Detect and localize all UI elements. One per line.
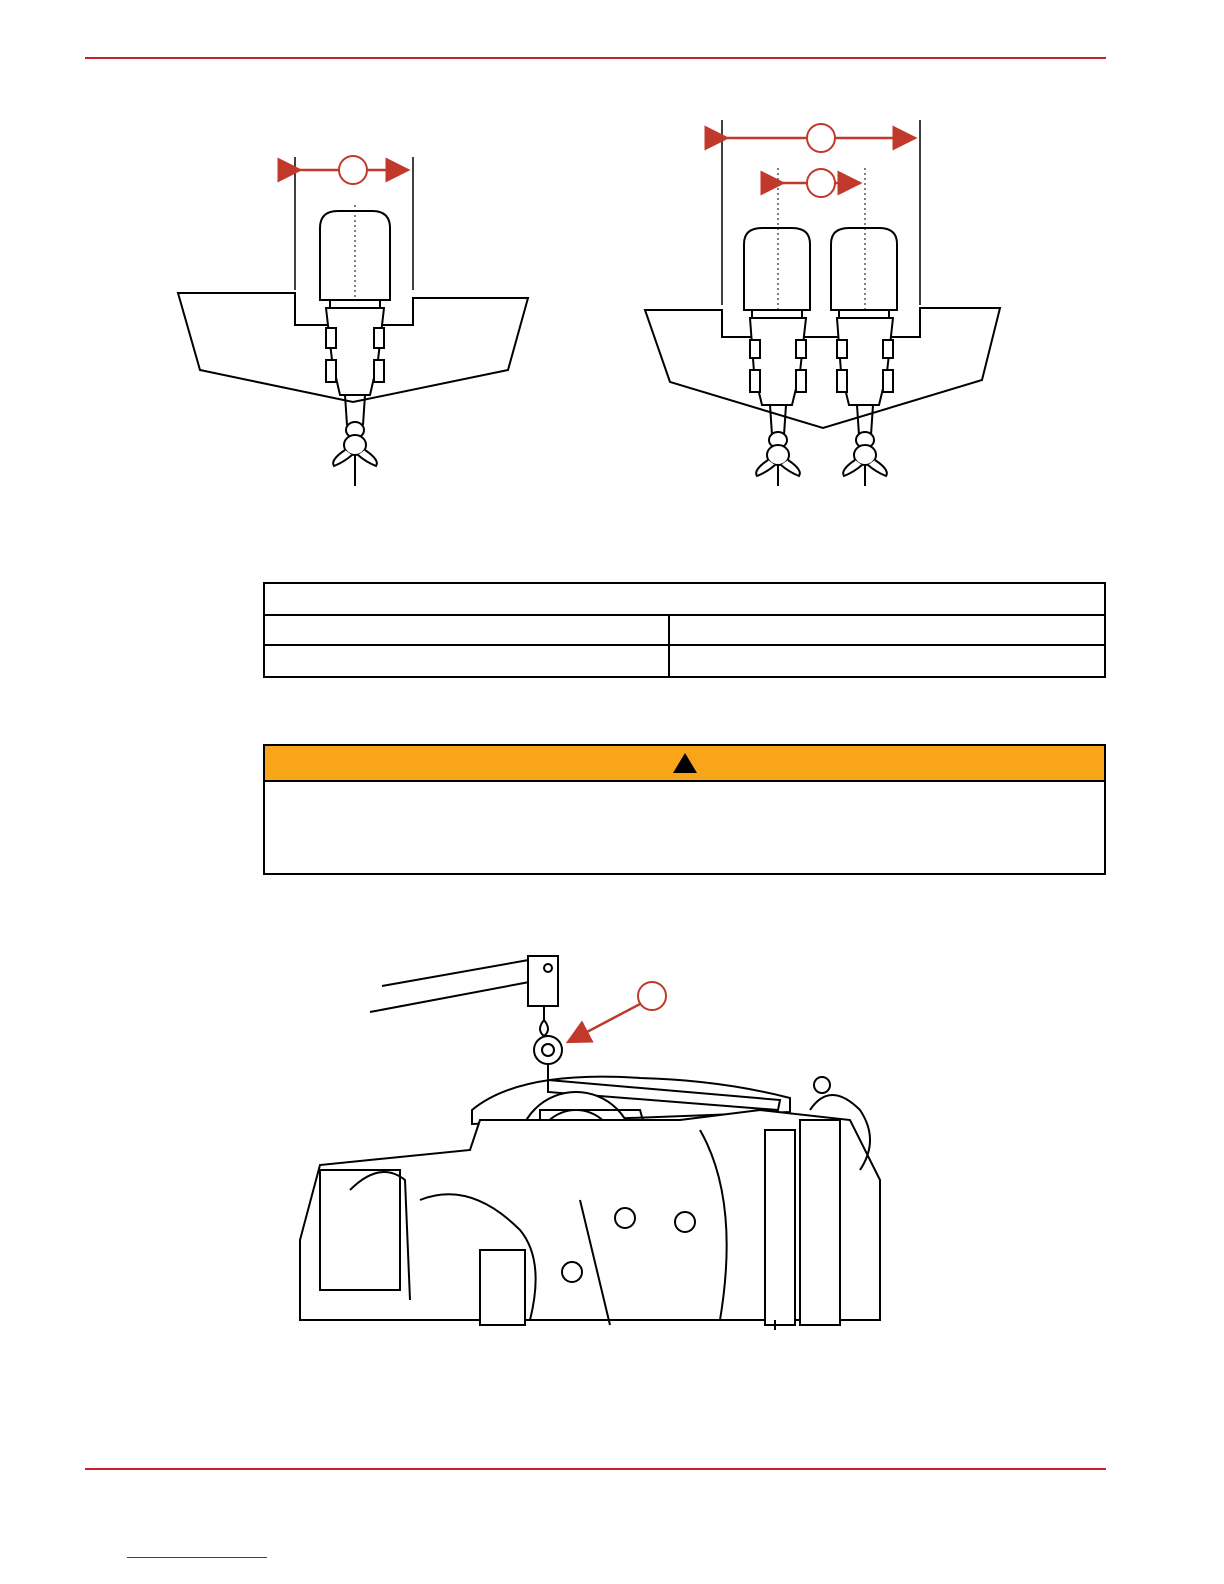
footer-link-underline[interactable] xyxy=(127,1557,267,1558)
single-engine-figure xyxy=(178,157,528,486)
warning-box xyxy=(263,744,1106,875)
table-column-divider xyxy=(668,616,670,676)
table-cell xyxy=(670,646,1104,676)
callout-single-width xyxy=(339,156,367,184)
footer-rule xyxy=(85,1468,1106,1470)
warning-triangle-icon xyxy=(672,752,698,774)
engine-lift-figure xyxy=(300,956,880,1330)
callout-dual-spacing xyxy=(807,169,835,197)
callout-dual-overall xyxy=(807,124,835,152)
table-cell xyxy=(670,616,1104,644)
warning-header xyxy=(265,746,1104,782)
table-title xyxy=(265,584,1104,614)
table-cell xyxy=(265,646,668,676)
lift-ring-callout-arrow xyxy=(568,1004,640,1042)
warning-body xyxy=(265,782,1104,873)
table-cell xyxy=(265,616,668,644)
table-title-row xyxy=(265,584,1104,616)
callout-lift-ring xyxy=(638,982,666,1010)
table-row xyxy=(265,616,1104,646)
table-row xyxy=(265,646,1104,676)
specification-table xyxy=(263,582,1106,678)
